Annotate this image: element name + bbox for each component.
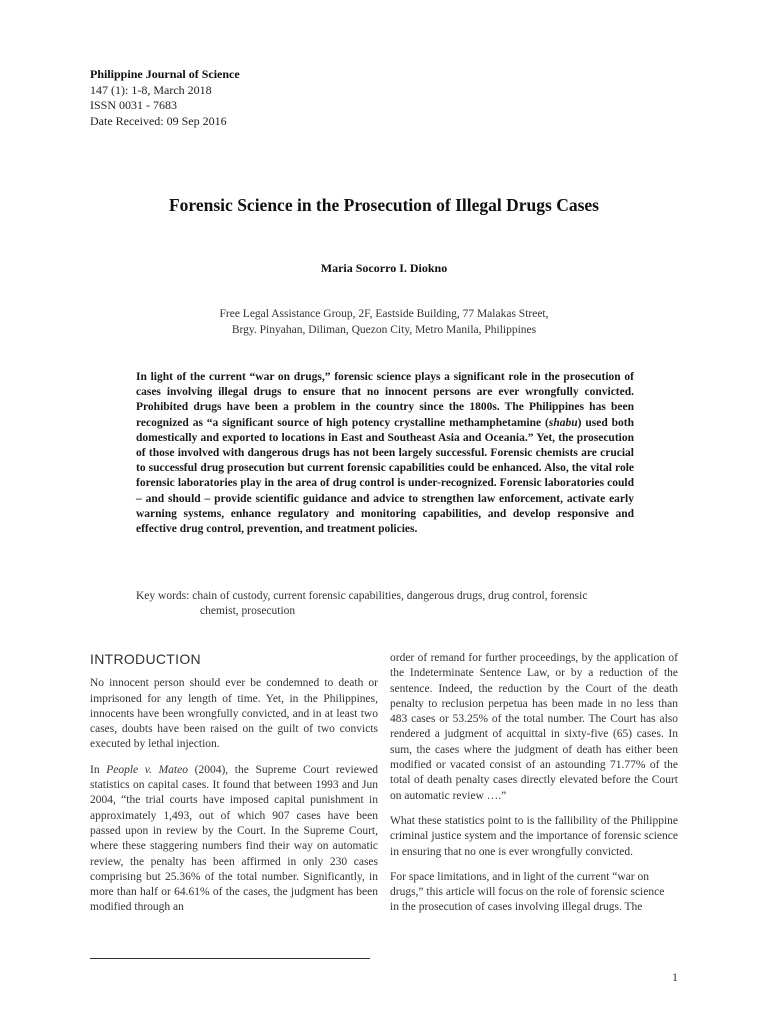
right-p3-part-a: For space limitations, and in light of the current “war on drugs,” this article will focus on the role of forensic science <box>390 870 665 899</box>
intro-paragraph-1: No innocent person should ever be condemned to death or imprisoned for any length of time. Yet, in the Philippines, innocents have been wrongfully convicted, and in at least two cases, doubts have been raised on the guilt of two convicts executed by lethal injection. <box>90 677 378 751</box>
section-heading-introduction: INTRODUCTION <box>90 651 201 667</box>
right-paragraph-3 <box>390 870 678 916</box>
journal-info <box>90 67 240 129</box>
page-number: 1 <box>672 970 678 984</box>
affiliation-line-2: Brgy. Pinyahan, Diliman, Quezon City, Metro Manila, Philippines <box>231 324 537 336</box>
keywords-line-2: chemist, prosecution <box>200 605 296 617</box>
keywords-label: Key words: <box>136 590 190 602</box>
journal-volume: 147 (1): 1-8, March 2018 <box>90 82 212 97</box>
left-column <box>90 652 378 926</box>
intro-p2-body: (2004), the Supreme Court reviewed statistics on capital cases. It found that between 1993 and Jun 2004, “the trial courts have imposed capital punishment in approximately 1,493, out of which 907 cases have been passed upon in review by the Court. In the Supreme Court, where these staggering numbers find their way on automatic review, the penalty has been affirmed in only 230 cases comprising but 25.36% of the total number. Significantly, in more than half or 64.61% of the cases, the judgment has been modified through an <box>90 763 378 914</box>
keywords <box>136 589 634 619</box>
author-name: Maria Socorro I. Diokno <box>320 261 448 275</box>
footnote-divider <box>90 958 370 959</box>
date-received: Date Received: 09 Sep 2016 <box>90 113 227 128</box>
affiliation-line-1: Free Legal Assistance Group, 2F, Eastside Building, 77 Malakas Street, <box>219 308 549 320</box>
right-paragraph-1: order of remand for further proceedings, by the application of the Indeterminate Sentence Law, or by a reduction of the sentence. Indeed, the reduction by the Court of the death penalty to reclusion perpetua has been made in no less than 483 cases or 53.25% of the total number. The Court has also rendered a judgment of acquittal in sixty-five (65) cases. In sum, the cases where the judgment of death has either been modified or vacated consist of an astounding 71.77% of the total of death penalty cases directly elevated before the Court on automatic review ….” <box>390 652 678 802</box>
journal-name: Philippine Journal of Science <box>90 67 240 81</box>
keywords-line-1: chain of custody, current forensic capabilities, dangerous drugs, drug control, forensic <box>192 590 588 602</box>
author-affiliation <box>0 306 768 338</box>
abstract <box>136 370 634 537</box>
right-paragraph-2: What these statistics point to is the fallibility of the Philippine criminal justice system and the importance of forensic science in ensuring that no one is ever wrongfully convicted. <box>390 814 678 858</box>
intro-paragraph-2 <box>90 763 378 916</box>
journal-issn: ISSN 0031 - 7683 <box>90 98 178 112</box>
abstract-italic-term: shabu <box>548 416 578 429</box>
case-citation: People v. Mateo <box>106 763 188 776</box>
intro-p2-lead: In <box>90 763 107 776</box>
right-p3-part-b: in the prosecution of cases involving illegal drugs. The <box>390 901 643 914</box>
abstract-part-1: In light of the current “war on drugs,” forensic science plays a significant role in the prosecution of cases involving illegal drugs to ensure that no innocent persons are ever wrongfully convicted. Prohibited drugs have been a problem in the country since the 1800s. The Philippines has been recognized as “a significant source of high potency crystalline methamphetamine ( <box>136 371 634 429</box>
abstract-part-2: ) used both domestically and exported to locations in East and Southeast Asia and Oceania.” Yet, the prosecution of those involved with dangerous drugs has not been largely successful. Forensic chemists are crucial to successful drug prosecution but current forensic capabilities could be enhanced. Also, the vital role forensic laboratories play in the area of drug control is under-recognized. Forensic laboratories could – and should – provide scientific guidance and advice to strengthen law enforcement, activate early warning systems, enhance regulatory and monitoring capabilities, and develop responsive and effective drug control, prevention, and treatment policies. <box>136 416 634 536</box>
right-column <box>390 651 678 916</box>
paper-title: Forensic Science in the Prosecution of Illegal Drugs Cases <box>168 195 599 215</box>
